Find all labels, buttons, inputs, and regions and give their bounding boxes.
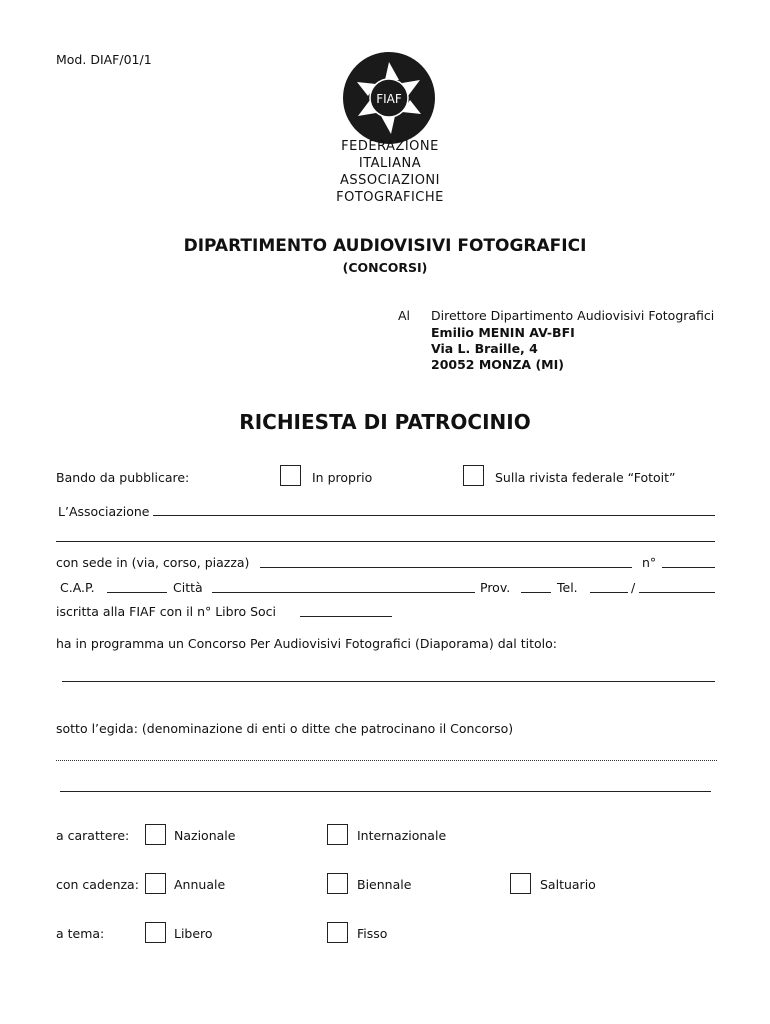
egida-label: sotto l’egida: (denominazione di enti o ditte che patrocinano il Concorso) (56, 721, 514, 736)
bando-label: Bando da pubblicare: (56, 470, 190, 485)
svg-text:FIAF: FIAF (376, 92, 402, 106)
checkbox-nazionale[interactable] (145, 824, 166, 845)
checkbox-internazionale[interactable] (327, 824, 348, 845)
carattere-label: a carattere: (56, 828, 130, 843)
tel-number-field[interactable] (639, 592, 715, 593)
sede-field[interactable] (260, 567, 632, 568)
cadenza-label: con cadenza: (56, 877, 139, 892)
tel-prefix-field[interactable] (590, 592, 628, 593)
titolo-field[interactable] (62, 681, 715, 682)
recipient-line-3: Via L. Braille, 4 (431, 341, 538, 356)
cap-field[interactable] (107, 592, 167, 593)
biennale-label: Biennale (357, 877, 412, 892)
tema-label: a tema: (56, 926, 105, 941)
recipient-prefix: Al (398, 308, 411, 323)
fiaf-label: iscritta alla FIAF con il n° Libro Soci (56, 604, 277, 619)
fisso-label: Fisso (357, 926, 388, 941)
numero-label: n° (642, 555, 657, 570)
fotoit-label: Sulla rivista federale “Fotoit” (495, 470, 676, 485)
checkbox-fisso[interactable] (327, 922, 348, 943)
libro-soci-field[interactable] (300, 616, 392, 617)
annuale-label: Annuale (174, 877, 226, 892)
recipient-line-2: Emilio MENIN AV-BFI (431, 325, 575, 340)
egida-field[interactable] (56, 760, 717, 761)
checkbox-annuale[interactable] (145, 873, 166, 894)
associazione-label: L’Associazione (58, 504, 150, 519)
sede-label: con sede in (via, corso, piazza) (56, 555, 250, 570)
checkbox-fotoit[interactable] (463, 465, 484, 486)
prov-field[interactable] (521, 592, 551, 593)
citta-label: Città (173, 580, 203, 595)
logo-org-name (290, 138, 490, 206)
numero-field[interactable] (662, 567, 715, 568)
logo-line-1: FEDERAZIONE (341, 139, 439, 154)
checkbox-biennale[interactable] (327, 873, 348, 894)
cap-label: C.A.P. (60, 580, 95, 595)
associazione-field[interactable] (153, 515, 715, 516)
department-subtitle: (CONCORSI) (342, 260, 428, 275)
recipient-line-4: 20052 MONZA (MI) (431, 357, 564, 372)
checkbox-in-proprio[interactable] (280, 465, 301, 486)
nazionale-label: Nazionale (174, 828, 236, 843)
citta-field[interactable] (212, 592, 475, 593)
fiaf-logo-icon (341, 50, 437, 146)
logo-line-4: FOTOGRAFICHE (336, 190, 444, 205)
associazione-field-2[interactable] (56, 541, 715, 542)
programma-label: ha in programma un Concorso Per Audiovisivi Fotografici (Diaporama) dal titolo: (56, 636, 557, 651)
in-proprio-label: In proprio (312, 470, 373, 485)
checkbox-saltuario[interactable] (510, 873, 531, 894)
model-code: Mod. DIAF/01/1 (56, 52, 152, 67)
logo-line-2: ITALIANA (358, 156, 422, 171)
tel-label: Tel. (557, 580, 578, 595)
logo-line-3: ASSOCIAZIONI (340, 173, 440, 188)
form-title: RICHIESTA DI PATROCINIO (239, 410, 531, 434)
prov-label: Prov. (480, 580, 511, 595)
tel-separator: / (631, 580, 636, 595)
checkbox-libero[interactable] (145, 922, 166, 943)
saltuario-label: Saltuario (540, 877, 596, 892)
recipient-line-1: Direttore Dipartimento Audiovisivi Fotografici (431, 308, 715, 323)
department-title: DIPARTIMENTO AUDIOVISIVI FOTOGRAFICI (183, 236, 587, 256)
internazionale-label: Internazionale (357, 828, 447, 843)
egida-field-2[interactable] (60, 791, 711, 792)
libero-label: Libero (174, 926, 213, 941)
